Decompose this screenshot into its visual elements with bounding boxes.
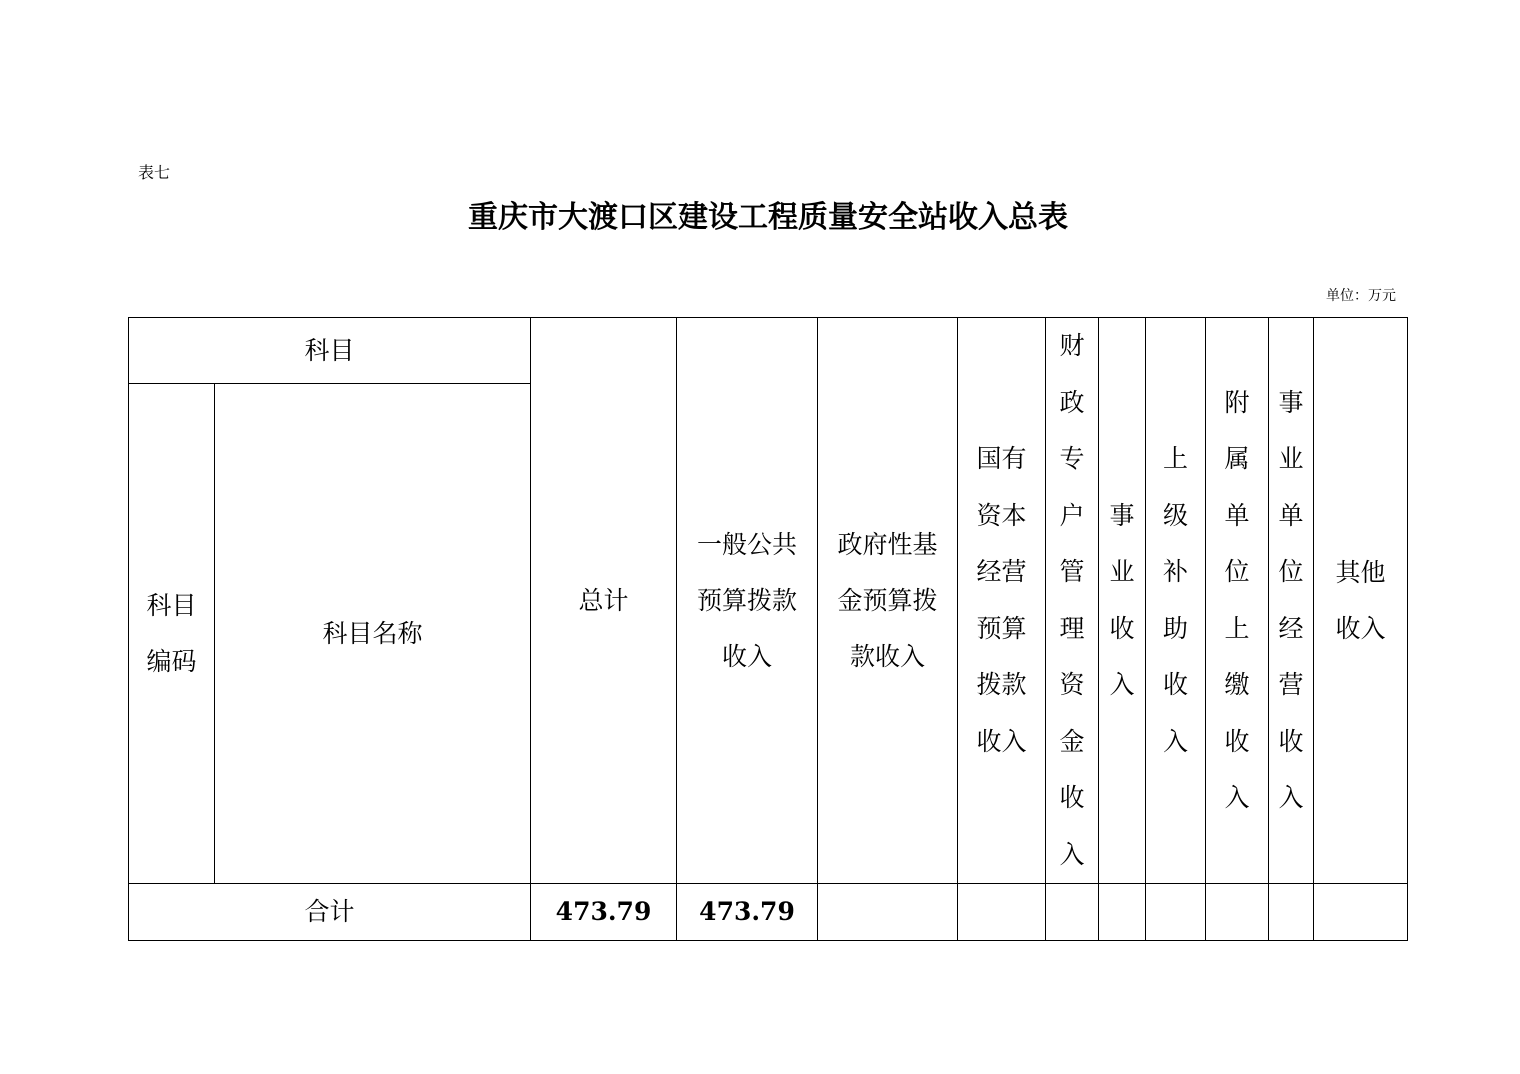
income-summary-table	[128, 317, 1408, 941]
header-row-1	[129, 318, 1408, 384]
header-general-budget: 一般公共 预算拨款 收入	[677, 318, 818, 884]
total-row-general-budget: 473.79	[677, 884, 818, 941]
table-number: 表七	[138, 163, 171, 182]
total-row-business-income	[1099, 884, 1146, 941]
header-subject-name: 科目名称	[215, 384, 531, 884]
unit-label: 单位：万元	[1326, 288, 1396, 304]
total-row-business-operation	[1269, 884, 1314, 941]
total-row-state-capital	[958, 884, 1046, 941]
header-fund-budget: 政府性基 金预算拨 款收入	[818, 318, 958, 884]
total-row-fiscal-special	[1046, 884, 1099, 941]
total-row-other-income	[1314, 884, 1408, 941]
header-higher-subsidy: 上 级 补 助 收 入	[1146, 318, 1206, 884]
total-row-label: 合计	[129, 884, 531, 941]
header-subsidiary-remit: 附 属 单 位 上 缴 收 入	[1206, 318, 1269, 884]
document-title: 重庆市大渡口区建设工程质量安全站收入总表	[468, 200, 1068, 235]
header-other-income: 其他 收入	[1314, 318, 1408, 884]
header-fiscal-special: 财 政 专 户 管 理 资 金 收 入	[1046, 318, 1099, 884]
total-row-fund-budget	[818, 884, 958, 941]
subject-group-header: 科目	[129, 318, 531, 384]
total-row-higher-subsidy	[1146, 884, 1206, 941]
total-row-total: 473.79	[531, 884, 677, 941]
header-business-operation: 事 业 单 位 经 营 收 入	[1269, 318, 1314, 884]
header-state-capital: 国有 资本 经营 预算 拨款 收入	[958, 318, 1046, 884]
header-subject-code: 科目 编码	[129, 384, 215, 884]
total-row	[129, 884, 1408, 941]
header-business-income: 事 业 收 入	[1099, 318, 1146, 884]
total-row-subsidiary-remit	[1206, 884, 1269, 941]
header-total: 总计	[531, 318, 677, 884]
